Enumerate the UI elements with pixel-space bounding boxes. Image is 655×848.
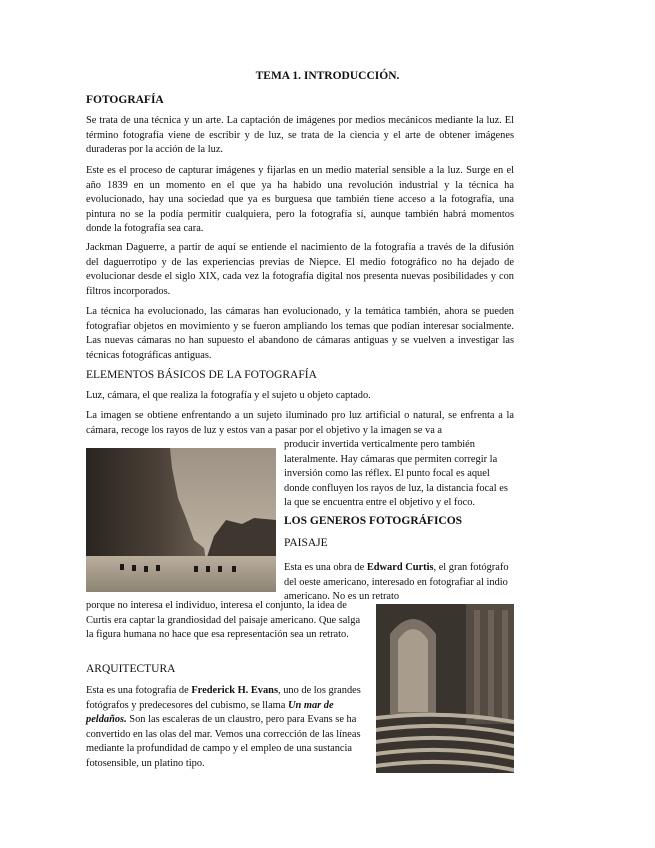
- subheading-arquitectura: ARQUITECTURA: [86, 663, 176, 675]
- paragraph-4: La técnica ha evolucionado, las cámaras han evolucionado, y la temática también, ahora se pueden fotografiar objetos en movimiento y se fueron ampliando los temas que podían interesar socialmente. Las nuevas cámaras no han supuesto el abandono de cámaras antiguas y se vuelven a investigar las técnicas fotográficas antiguas.: [86, 306, 514, 361]
- paragraph-arquitectura: Esta es una fotografía de Frederick H. Evans, uno de los grandes fotógrafos y predecesores del cubismo, se llama Un mar de peldaños. Son las escaleras de un claustro, pero para Evans se ha convertido en las olas del mar. Vemos una corrección de las líneas mediante la profundidad de campo y el empleo de una sustancia fotosensible, un platino tipo.: [86, 685, 361, 769]
- photographer-curtis: Edward Curtis: [366, 562, 434, 573]
- artwork-title: Un mar de peldaños.: [86, 699, 334, 726]
- paragraph-paisaje: Esta es una obra de Edward Curtis, el gran fotógrafo del oeste americano, interesado en fotografiar al indio americano. No es un retrato: [284, 562, 509, 603]
- paragraph-3: Jackman Daguerre, a partir de aquí se entiende el nacimiento de la fotografía a través de la difusión del daguerrotipo y de las experiencias previas de Niepce. El medio fotográfico no ha dejado de evolucionar desde el siglo XIX, cada vez la fotografía digital nos presenta nuevas posibilidades y con filtros incorporados.: [86, 242, 514, 297]
- paragraph-paisaje-cont: porque no interesa el individuo, interesa el conjunto, la idea de Curtis era captar la grandiosidad del paisaje americano. Que salga la figura humana no hace que esa representación sea un retrato.: [86, 600, 361, 641]
- heading-elementos: ELEMENTOS BÁSICOS DE LA FOTOGRAFÍA: [86, 369, 317, 381]
- photo-steps-evans: [376, 604, 514, 773]
- subheading-paisaje: PAISAJE: [284, 537, 328, 549]
- paragraph-2: Este es el proceso de capturar imágenes y fijarlas en un medio material sensible a la luz. Surge en el año 1839 en un momento en el que ya ha habido una revolución industrial y la técnica ha evolucionado, hay una sociedad que ya es burguesa que también tiene acceso a la fotografía, una pintura no se la podía permitir cualquiera, pero la fotografía sí, aunque también habrá momentos donde la fotografía sea cara.: [86, 165, 514, 235]
- paragraph-6-wrap: producir invertida verticalmente pero también lateralmente. Hay cámaras que permiten corregir la inversión como las réflex. El punto focal es aquel donde confluyen los rayos de luz, la distancia focal es la que se encuentra entre el objetivo y el foco.: [284, 439, 508, 509]
- heading-fotografia: FOTOGRAFÍA: [86, 94, 164, 106]
- photographer-evans: Frederick H. Evans: [191, 685, 278, 696]
- photo-canyon-curtis: [86, 448, 276, 592]
- paragraph-5: Luz, cámara, el que realiza la fotografía y el sujeto u objeto captado.: [86, 390, 371, 401]
- paragraph-1: Se trata de una técnica y un arte. La captación de imágenes por medios mecánicos mediante la luz. El término fotografía viene de escribir y de luz, se trata de la ciencia y el arte de obtener imágenes duraderas por la acción de la luz.: [86, 115, 514, 156]
- page-title: TEMA 1. INTRODUCCIÓN.: [255, 70, 400, 82]
- paragraph-6: La imagen se obtiene enfrentando a un sujeto iluminado pro luz artificial o natural, se enfrenta a la cámara, recoge los rayos de luz y estos van a pasar por el objetivo y la imagen se va a: [86, 410, 514, 436]
- heading-generos: LOS GENEROS FOTOGRÁFICOS: [284, 515, 463, 527]
